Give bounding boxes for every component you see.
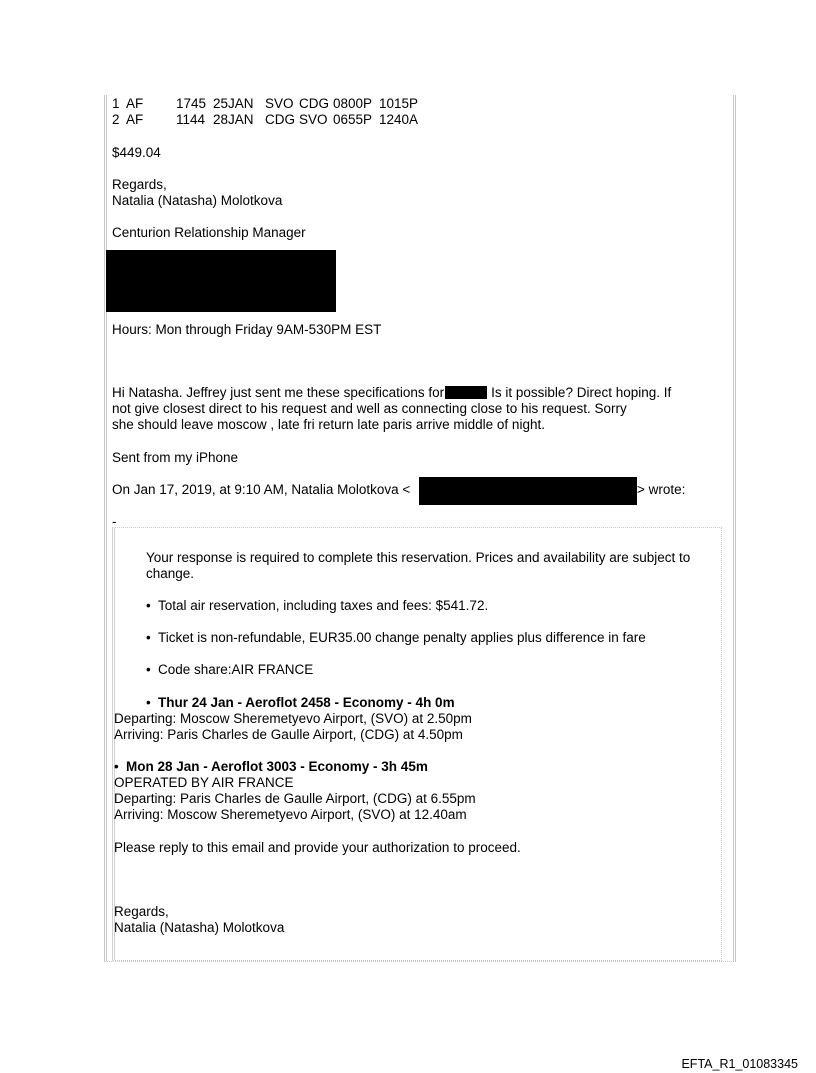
reply-line-3: she should leave moscow , late fri return late paris arrive middle of night.: [112, 417, 545, 432]
destination: CDG: [299, 96, 329, 111]
carrier: AF: [126, 96, 144, 111]
reply-line-2: not give closest direct to his request and well as connecting close to his request. Sorry: [112, 401, 627, 416]
flight-2-heading: • Mon 28 Jan - Aeroflot 3003 - Economy - 3h 45m: [114, 759, 428, 774]
itinerary-row-2: [112, 112, 418, 128]
quote-header-start: On Jan 17, 2019, at 9:10 AM, Natalia Molotkova <: [112, 482, 411, 497]
departure-time: 0655P: [333, 112, 373, 127]
arrival-time: 1240A: [379, 112, 419, 127]
bullet-codeshare: • Code share:AIR FRANCE: [146, 662, 314, 677]
document-id: EFTA_R1_01083345: [681, 1057, 798, 1071]
itinerary-row-1: [112, 96, 418, 112]
bullet-ticket: • Ticket is non-refundable, EUR35.00 change penalty applies plus difference in fare: [146, 630, 646, 645]
quoted-intro-line-2: change.: [146, 566, 195, 581]
flight-1-departing: Departing: Moscow Sheremetyevo Airport, (SVO) at 2.50pm: [114, 711, 472, 726]
redaction-inline: [445, 386, 487, 399]
quote-header: [112, 482, 410, 498]
departure-time: 0800P: [333, 96, 373, 111]
bullet-glyph: •: [146, 598, 151, 613]
flight-1-arriving: Arriving: Paris Charles de Gaulle Airport, (CDG) at 4.50pm: [114, 727, 463, 742]
row-number: 2: [112, 112, 120, 127]
row-number: 1: [112, 96, 120, 111]
flight-number: 1745: [176, 96, 207, 111]
flight-2-operated: OPERATED BY AIR FRANCE: [114, 775, 294, 790]
reply-line-1-end: Is it possible? Direct hoping. If: [491, 385, 672, 400]
signature-hours: Hours: Mon through Friday 9AM-530PM EST: [112, 322, 382, 337]
signature-title: Centurion Relationship Manager: [112, 225, 306, 240]
reply-line-1-start: Hi Natasha. Jeffrey just sent me these specifications for: [112, 385, 445, 400]
sent-from: Sent from my iPhone: [112, 450, 239, 465]
closing-line: Please reply to this email and provide your authorization to proceed.: [114, 840, 521, 855]
bullet-glyph: •: [114, 759, 119, 774]
flight-number: 1144: [176, 112, 206, 127]
signature-regards: Regards,: [112, 177, 167, 192]
flight-2-arriving: Arriving: Moscow Sheremetyevo Airport, (SVO) at 12.40am: [114, 807, 467, 822]
flight-1-heading: • Thur 24 Jan - Aeroflot 2458 - Economy - 4h 0m: [146, 695, 455, 710]
bullet-total: • Total air reservation, including taxes and fees: $541.72.: [146, 598, 489, 613]
bullet-glyph: •: [146, 662, 151, 677]
quoted-signature-name: Natalia (Natasha) Molotkova: [114, 920, 285, 935]
flight-date: 25JAN: [213, 96, 254, 111]
signature-name: Natalia (Natasha) Molotkova: [112, 193, 283, 208]
separator-dash: -: [112, 514, 117, 529]
quoted-regards: Regards,: [114, 904, 169, 919]
destination: SVO: [299, 112, 328, 127]
quoted-intro-line-1: Your response is required to complete this reservation. Prices and availability are subject to: [146, 550, 691, 565]
reply-line-1: [112, 385, 671, 401]
price: $449.04: [112, 145, 161, 160]
quoted-message-box: [112, 527, 722, 961]
quote-header-end: > wrote:: [637, 482, 686, 497]
origin: CDG: [265, 112, 295, 127]
origin: SVO: [265, 96, 294, 111]
flight-date: 28JAN: [213, 112, 254, 127]
carrier: AF: [126, 112, 144, 127]
bullet-glyph: •: [146, 695, 151, 710]
arrival-time: 1015P: [379, 96, 419, 111]
redaction-email: [419, 477, 637, 505]
redaction-block: [106, 250, 336, 312]
flight-2-departing: Departing: Paris Charles de Gaulle Airport, (CDG) at 6.55pm: [114, 791, 476, 806]
bullet-glyph: •: [146, 630, 151, 645]
